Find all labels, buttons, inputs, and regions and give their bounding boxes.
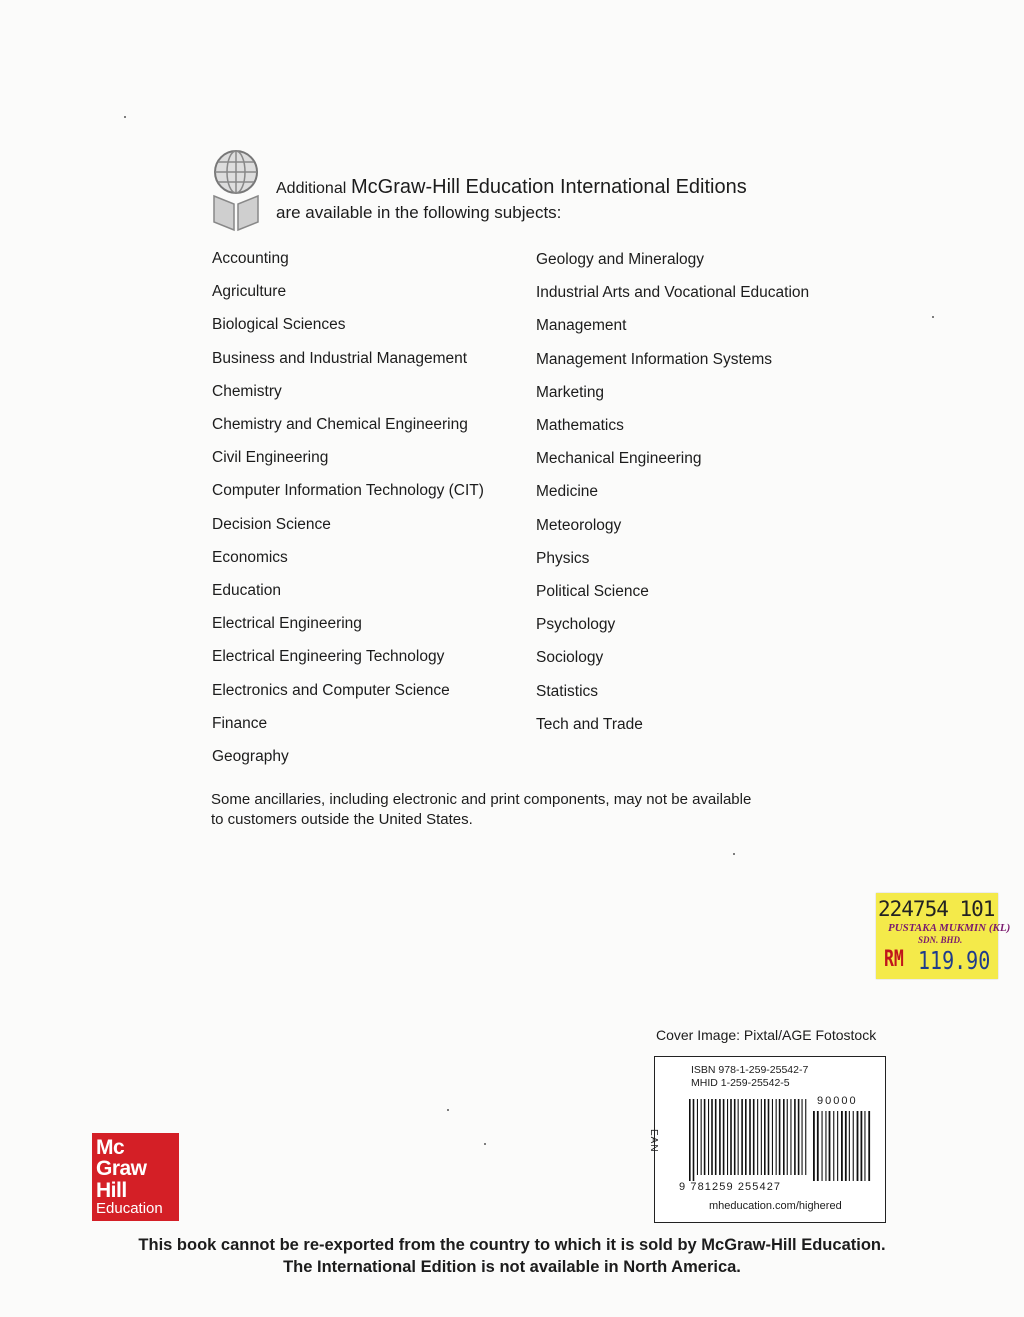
logo-line-4: Education [96, 1200, 163, 1217]
barcode-bar [745, 1099, 747, 1175]
header-subline: are available in the following subjects: [276, 203, 562, 222]
subject-item: Medicine [536, 483, 599, 501]
barcode-bar [738, 1099, 739, 1175]
mcgraw-hill-logo [92, 1133, 179, 1221]
barcode-bar [701, 1099, 702, 1175]
addon-bar [841, 1111, 843, 1181]
subject-item: Electrical Engineering Technology [212, 648, 445, 666]
header-brand: McGraw-Hill Education International Editions [351, 176, 747, 198]
note-line-1: Some ancillaries, including electronic and print components, may not be available [211, 791, 752, 808]
addon-bar [822, 1111, 823, 1181]
barcode-bar [719, 1099, 721, 1175]
addon-bar [837, 1111, 838, 1181]
subject-item: Biological Sciences [212, 316, 346, 334]
subject-item: Business and Industrial Management [212, 349, 468, 367]
subject-item: Industrial Arts and Vocational Education [536, 284, 810, 302]
addon-bar [833, 1111, 834, 1181]
header-text [276, 175, 747, 225]
subject-item: Economics [212, 548, 288, 566]
barcode-bar [708, 1099, 709, 1175]
barcode-bars [689, 1099, 874, 1184]
subject-item: Education [212, 582, 281, 599]
sticker-shop: PUSTAKA MUKMIN (KL) [888, 922, 1011, 934]
barcode-bar [768, 1099, 770, 1175]
addon-bar [857, 1111, 859, 1181]
barcode-bar [704, 1099, 706, 1175]
barcode-bar [772, 1099, 773, 1175]
barcode-bar [689, 1099, 691, 1181]
subject-item: Accounting [212, 250, 289, 267]
speck [484, 1143, 486, 1145]
speck [447, 1109, 449, 1111]
addon-bar [825, 1111, 826, 1181]
subject-item: Mathematics [536, 417, 624, 434]
note-line-2: to customers outside the United States. [211, 811, 473, 828]
addon-number: 90000 [817, 1095, 858, 1107]
logo-line-1: Mc [96, 1136, 125, 1159]
mhid-text: MHID 1-259-25542-5 [691, 1077, 790, 1089]
barcode-bar [790, 1099, 791, 1175]
barcode-bar [715, 1099, 717, 1175]
barcode-bar [723, 1099, 725, 1175]
subject-item: Statistics [536, 682, 599, 700]
subject-item: Tech and Trade [536, 715, 643, 733]
globe-book-icon [210, 148, 262, 232]
speck [733, 853, 735, 855]
barcode-bar [697, 1099, 698, 1175]
barcode-bar [757, 1099, 758, 1175]
logo-line-2: Graw [96, 1157, 147, 1180]
barcode-bar [787, 1099, 788, 1175]
subject-item: Psychology [536, 616, 616, 634]
barcode-bar [761, 1099, 762, 1175]
availability-note [211, 790, 831, 830]
barcode-bar [730, 1099, 732, 1175]
barcode-bar [798, 1099, 800, 1175]
subject-item: Chemistry and Chemical Engineering [212, 416, 468, 433]
publisher-url: mheducation.com/highered [709, 1200, 842, 1212]
logo-line-3: Hill [96, 1179, 127, 1202]
barcode-bar [753, 1099, 755, 1175]
subject-item: Management Information Systems [536, 350, 773, 368]
barcode-bar [749, 1099, 751, 1175]
subject-item: Mechanical Engineering [536, 450, 702, 468]
barcode-bar [779, 1099, 781, 1175]
barcode-bar [734, 1099, 736, 1175]
addon-bar [861, 1111, 863, 1181]
subject-item: Computer Information Technology (CIT) [212, 482, 484, 500]
subject-item: Geology and Mineralogy [536, 251, 705, 268]
cover-credit: Cover Image: Pixtal/AGE Fotostock [656, 1027, 877, 1043]
barcode-bar [794, 1099, 796, 1175]
barcode-bar [783, 1099, 785, 1175]
speck [932, 316, 934, 318]
sticker-currency: RM [884, 947, 904, 972]
subject-item: Meteorology [536, 516, 622, 534]
addon-bar [813, 1111, 815, 1181]
addon-bar [868, 1111, 870, 1181]
barcode-bar [776, 1099, 777, 1175]
speck [124, 116, 126, 118]
subject-item: Political Science [536, 583, 649, 600]
barcode-bar [741, 1099, 743, 1175]
barcode-box [648, 1056, 886, 1223]
subject-item: Geography [212, 748, 289, 765]
ean-label: EAN [648, 1129, 659, 1153]
subject-item: Chemistry [212, 382, 282, 400]
subject-item: Management [536, 317, 627, 335]
header-lead-word: Additional [276, 180, 347, 197]
isbn-text: ISBN 978-1-259-25542-7 [691, 1064, 809, 1076]
addon-bar [829, 1111, 831, 1181]
addon-bar [845, 1111, 847, 1181]
subject-item: Electronics and Computer Science [212, 681, 450, 699]
addon-bar [849, 1111, 850, 1181]
isbn-block [691, 1064, 808, 1090]
subject-item: Finance [212, 714, 268, 732]
barcode-bar [711, 1099, 713, 1175]
addon-bar [864, 1111, 865, 1181]
barcode-bar [764, 1099, 766, 1175]
barcode-bar [805, 1099, 806, 1175]
ean-digits: 9 781259 255427 [679, 1181, 782, 1193]
footer-line-1: This book cannot be re-exported from the country to which it is sold by McGraw-Hill Education. [138, 1236, 886, 1254]
subject-item: Marketing [536, 383, 605, 401]
sticker-sdn: SDN. BHD. [918, 935, 963, 945]
barcode-bar [727, 1099, 728, 1175]
price-sticker [876, 893, 1011, 979]
subject-item: Sociology [536, 649, 604, 667]
barcode-bar [802, 1099, 803, 1175]
subject-item: Decision Science [212, 515, 331, 533]
subject-item: Electrical Engineering [212, 615, 362, 633]
subject-item: Agriculture [212, 283, 287, 301]
addon-bar [853, 1111, 854, 1181]
sticker-price: 119.90 [918, 946, 991, 975]
subject-item: Physics [536, 549, 590, 567]
barcode-bar [693, 1099, 695, 1181]
sticker-code: 224754 101 [878, 897, 995, 921]
subject-item: Civil Engineering [212, 449, 329, 467]
footer-line-2: The International Edition is not available in North America. [283, 1258, 741, 1276]
addon-bar [817, 1111, 819, 1181]
